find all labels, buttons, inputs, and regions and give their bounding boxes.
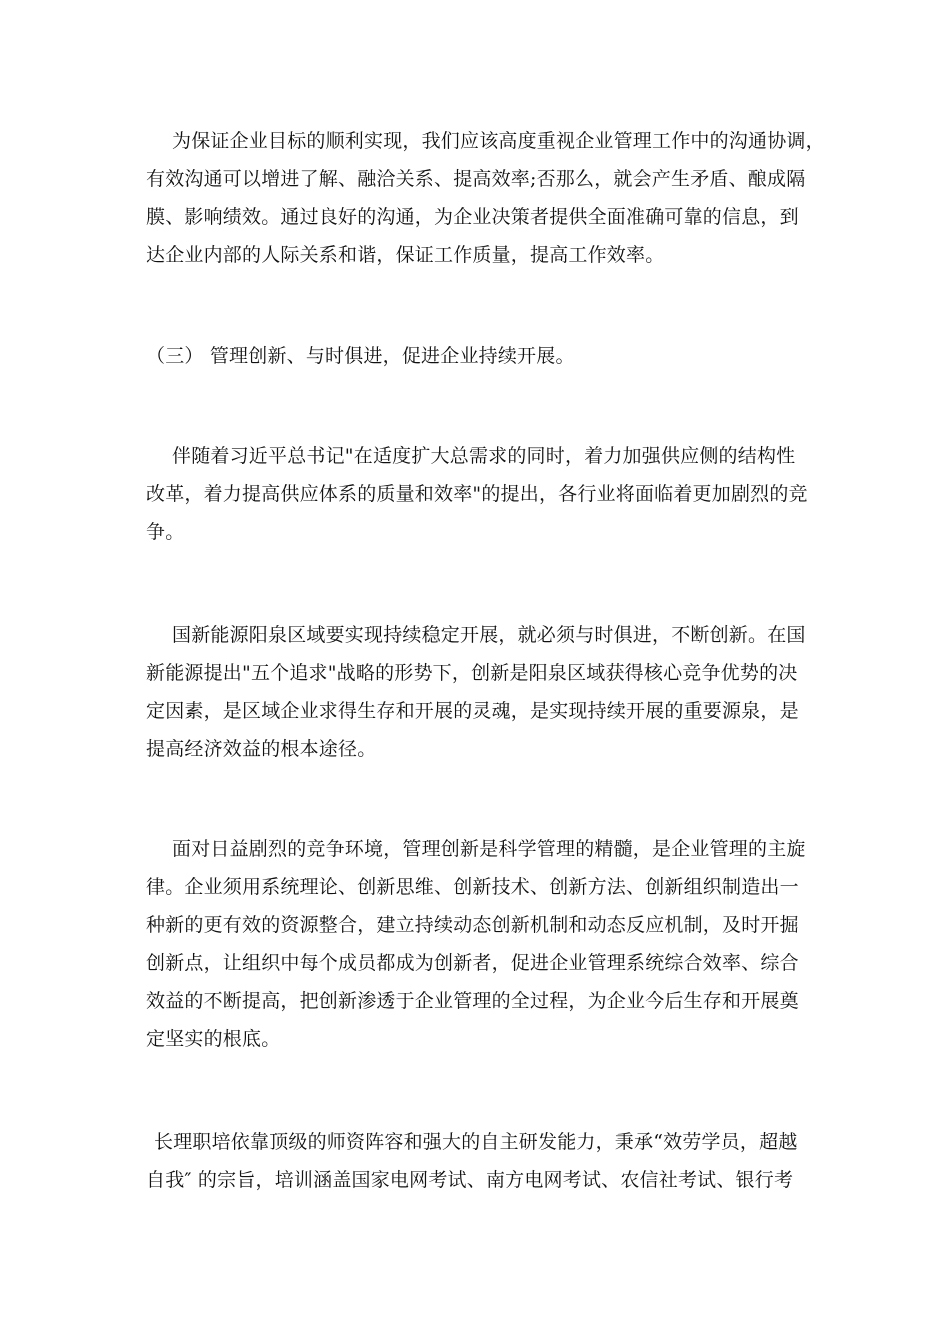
paragraph-1-line-2: 有效沟通可以增进了解、融洽关系、提高效率;否那么，就会产生矛盾、酿成隔 (146, 168, 806, 190)
paragraph-5-line-1: 长理职培依靠顶级的师资阵容和强大的自主研发能力，秉承“效劳学员，超越 (154, 1131, 798, 1153)
paragraph-4-line-3: 种新的更有效的资源整合，建立持续动态创新机制和动态反应机制，及时开掘 (146, 914, 799, 936)
paragraph-2-line-2: 改革，着力提高供应体系的质量和效率"的提出，各行业将面临着更加剧烈的竞 (146, 483, 808, 505)
paragraph-1-line-3: 膜、影响绩效。通过良好的沟通，为企业决策者提供全面准确可靠的信息，到 (146, 206, 799, 228)
section-heading: （三） 管理创新、与时俱进，促进企业持续开展。 (146, 345, 575, 367)
paragraph-2-line-1: 伴随着习近平总书记"在适度扩大总需求的同时，着力加强供应侧的结构性 (172, 445, 796, 467)
paragraph-3-line-3: 定因素，是区域企业求得生存和开展的灵魂，是实现持续开展的重要源泉，是 (146, 700, 799, 722)
paragraph-4-line-1: 面对日益剧烈的竞争环境，管理创新是科学管理的精髓，是企业管理的主旋 (172, 838, 806, 860)
paragraph-3-line-4: 提高经济效益的根本途径。 (146, 738, 377, 760)
paragraph-1-line-1: 为保证企业目标的顺利实现，我们应该高度重视企业管理工作中的沟通协调， (172, 130, 825, 152)
paragraph-4-line-5: 效益的不断提高，把创新渗透于企业管理的全过程，为企业今后生存和开展奠 (146, 990, 799, 1012)
paragraph-3-line-1: 国新能源阳泉区域要实现持续稳定开展，就必须与时俱进，不断创新。在国 (172, 624, 806, 646)
paragraph-4-line-4: 创新点，让组织中每个成员都成为创新者，促进企业管理系统综合效率、综合 (146, 952, 799, 974)
paragraph-5-line-2: 自我″ 的宗旨，培训涵盖国家电网考试、南方电网考试、农信社考试、银行考 (146, 1169, 794, 1191)
paragraph-3-line-2: 新能源提出"五个追求"战略的形势下，创新是阳泉区域获得核心竞争优势的决 (146, 662, 798, 684)
paragraph-4-line-6: 定坚实的根底。 (146, 1028, 281, 1050)
paragraph-2-line-3: 争。 (146, 521, 185, 543)
paragraph-1-line-4: 达企业内部的人际关系和谐，保证工作质量，提高工作效率。 (146, 244, 665, 266)
paragraph-4-line-2: 律。企业须用系统理论、创新思维、创新技术、创新方法、创新组织制造出一 (146, 876, 799, 898)
